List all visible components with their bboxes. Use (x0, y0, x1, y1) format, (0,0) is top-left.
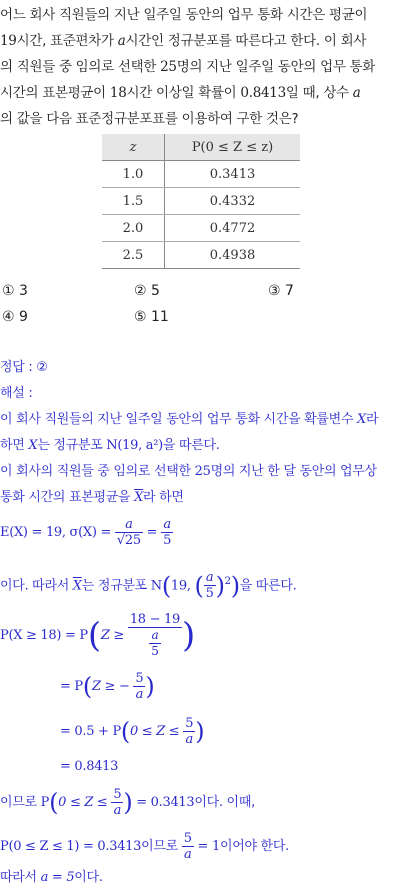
table-header-p: P(0 ≤ Z ≤ z) (165, 134, 301, 161)
option-4[interactable]: ④ 9 (2, 309, 28, 325)
equation-probability: P(X ≥ 18) = P(Z ≥ $\frac{18 - 19}{\frac{a}{5}}$ ) (0, 612, 195, 658)
table-row (102, 242, 300, 269)
table-cell-z: 2.0 (102, 215, 165, 242)
table-header-row (102, 134, 300, 161)
equation-step-4: = 0.8413 (60, 759, 119, 774)
table-cell-p: 0.4332 (165, 188, 301, 215)
fraction: $\frac{a}{5}$ (205, 570, 214, 602)
option-3[interactable]: ③ 7 (268, 283, 294, 299)
option-1[interactable]: ① 3 (2, 283, 28, 299)
explanation-line-13: 따라서 a = 5이다. (0, 870, 103, 885)
equation-step-3: = 0.5 + P(0 ≤ Z ≤ $\frac{5}{a}$ ) (60, 716, 205, 747)
fraction: $\frac{18 - 19}{\frac{a}{5}}$ (129, 612, 180, 658)
explanation-line-11: 이므로 P(0 ≤ Z ≤ $\frac{5}{a}$ ) = 0.3413이다. 이때, (0, 787, 255, 818)
question-line-3: 의 직원들 중 임의로 선택한 25명의 지난 일주일 동안의 업무 통화 (0, 59, 376, 75)
table-row (102, 161, 300, 188)
fraction: $\frac{5}{a}$ (183, 831, 192, 862)
explanation-line-1: 이 회사 직원들의 지난 일주일 동안의 업무 통화 시간을 확률변수 X라 (0, 412, 379, 427)
explanation-line-12: P(0 ≤ Z ≤ 1) = 0.3413이므로 $\frac{5}{a}$ = 1이어야 한다. (0, 831, 289, 862)
answer-label: 정답 : ② (0, 360, 48, 375)
fraction: $\frac{5}{a}$ (113, 787, 122, 818)
equation-step-2: = P(Z ≥ − $\frac{5}{a}$ ) (60, 671, 155, 702)
question-line-2: 19시간, 표준편차가 a시간인 정규분포를 따른다고 한다. 이 회사 (0, 33, 367, 49)
explanation-line-3: 이 회사의 직원들 중 임의로 선택한 25명의 지난 한 달 동안의 업무상 (0, 464, 377, 479)
question-line-5: 의 값을 다음 표준정규분포표를 이용하여 구한 것은? (0, 111, 299, 127)
table-cell-z: 2.5 (102, 242, 165, 269)
equation-expectation: E(X) = 19, σ(X) = $\frac{a}{√25}$ = $\frac{a}{5}$ (0, 517, 172, 548)
table-cell-z: 1.5 (102, 188, 165, 215)
table-header-z: z (102, 134, 165, 161)
fraction: $\frac{a}{5}$ (151, 628, 159, 658)
explanation-line-4: 통화 시간의 표본평균을 $\overline{X}$라 하면 (0, 490, 184, 505)
explanation-line-6: 이다. 따라서 $\overline{X}$는 정규분포 N(19, ( $\frac{a}{5}$ )$^2$)을 따른다. (0, 570, 297, 602)
option-2[interactable]: ② 5 (134, 283, 160, 299)
normal-distribution-table (102, 134, 300, 269)
fraction: $\frac{a}{5}$ (163, 517, 172, 548)
table-cell-p: 0.4938 (165, 242, 301, 269)
fraction: $\frac{5}{a}$ (185, 716, 194, 747)
table-cell-p: 0.3413 (165, 161, 301, 188)
table-cell-z: 1.0 (102, 161, 165, 188)
option-5[interactable]: ⑤ 11 (134, 309, 169, 325)
table-row (102, 188, 300, 215)
question-line-1: 어느 회사 직원들의 지난 일주일 동안의 업무 통화 시간은 평균이 (0, 7, 368, 23)
explanation-label: 해설 : (0, 386, 33, 401)
question-line-4: 시간의 표본평균이 18시간 이상일 확률이 0.8413일 때, 상수 a (0, 85, 361, 101)
fraction: $\frac{a}{√25}$ (116, 517, 141, 548)
fraction: $\frac{5}{a}$ (135, 671, 144, 702)
explanation-line-2: 하면 X는 정규분포 N(19, a²)을 따른다. (0, 438, 220, 453)
table-row (102, 215, 300, 242)
table-cell-p: 0.4772 (165, 215, 301, 242)
